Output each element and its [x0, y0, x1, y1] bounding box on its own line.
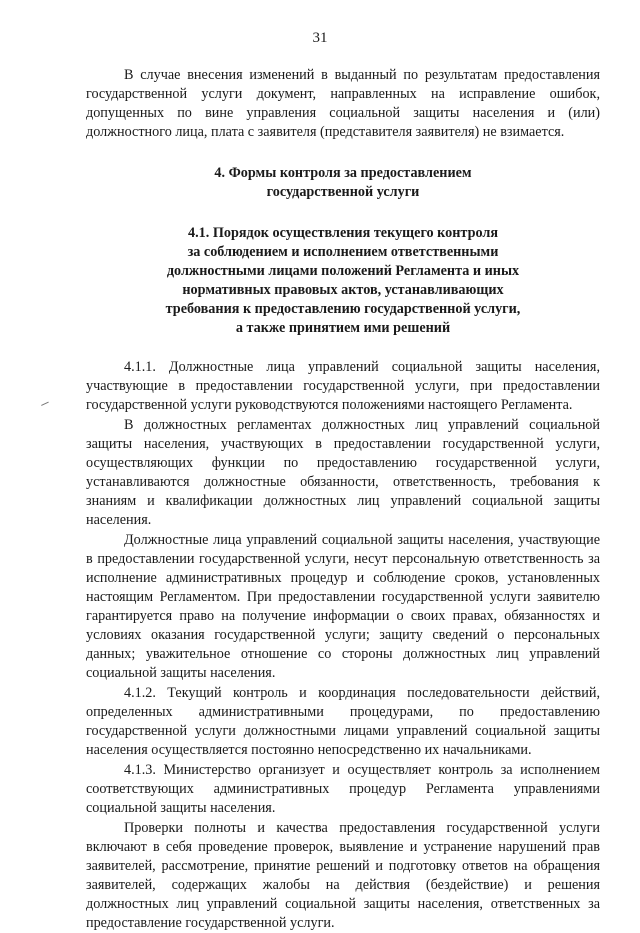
- section-heading-line: 4. Формы контроля за предоставлением: [214, 165, 472, 181]
- paragraph-4-1-2: 4.1.2. Текущий контроль и координация последовательности действий, определенных административными процедурами, по предоставлению государственной услуги должностными лицами управлений социальной защиты населения осуществляется постоянно непосредственно их начальниками.: [86, 685, 600, 758]
- subsection-heading-line: а также принятием ими решений: [235, 320, 451, 336]
- section-heading-line: государственной услуги: [266, 184, 420, 200]
- page-content: [86, 66, 600, 933]
- paragraph-job-regulations: В должностных регламентах должностных лиц управлений социальной защиты населения, участвующих в предоставлении государственной услуги, осуществляющих функции по предоставлению государственной услуги, устанавливаются должностные обязанности, ответственность, требования к знаниям и квалификации должностных лиц управлений социальной защиты населения.: [86, 417, 600, 528]
- paragraph-inspections: Проверки полноты и качества предоставления государственной услуги включают в себя проведение проверок, выявление и устранение нарушений прав заявителей, рассмотрение, принятие решений и подготовку ответов на обращения заявителей, содержащих жалобы на действия (бездействие) и решения должностных лиц управлений социальной защиты населения, ответственных за предоставление государственной услуги.: [86, 820, 600, 931]
- subsection-heading-line: нормативных правовых актов, устанавливающих: [182, 282, 504, 298]
- section-heading: [86, 164, 600, 202]
- paragraph-4-1-3: 4.1.3. Министерство организует и осуществляет контроль за исполнением соответствующих административных процедур Регламента управлениями социальной защиты населения.: [86, 762, 600, 816]
- subsection-heading: [86, 224, 600, 338]
- subsection-heading-line: должностными лицами положений Регламента и иных: [166, 263, 520, 279]
- paragraph-responsibility: Должностные лица управлений социальной защиты населения, участвующие в предоставлении государственной услуги, несут персональную ответственность за исполнение административных процедур и соблюдение сроков, установленных настоящим Регламентом. При предоставлении государственной услуги заявителю гарантируется право на получение информации о своих правах, обязанностях и условиях оказания государственной услуги; защиту сведений о персональных данных; уважительное отношение со стороны должностных лиц управлений социальной защиты населения.: [86, 532, 600, 681]
- subsection-heading-line: 4.1. Порядок осуществления текущего контроля: [188, 225, 498, 241]
- subsection-heading-line: за соблюдением и исполнением ответственными: [187, 244, 499, 260]
- margin-mark: [41, 402, 51, 411]
- paragraph-4-1-1: 4.1.1. Должностные лица управлений социальной защиты населения, участвующие в предоставлении государственной услуги, при предоставлении государственной услуги руководствуются положениями настоящего Регламента.: [86, 359, 600, 413]
- intro-paragraph: В случае внесения изменений в выданный по результатам предоставления государственной услуги документ, направленных на исправление ошибок, допущенных по вине управления социальной защиты населения и (или) должностного лица, плата с заявителя (представителя заявителя) не взимается.: [86, 67, 600, 140]
- page-number: 31: [312, 30, 328, 46]
- subsection-heading-line: требования к предоставлению государственной услуги,: [165, 301, 521, 317]
